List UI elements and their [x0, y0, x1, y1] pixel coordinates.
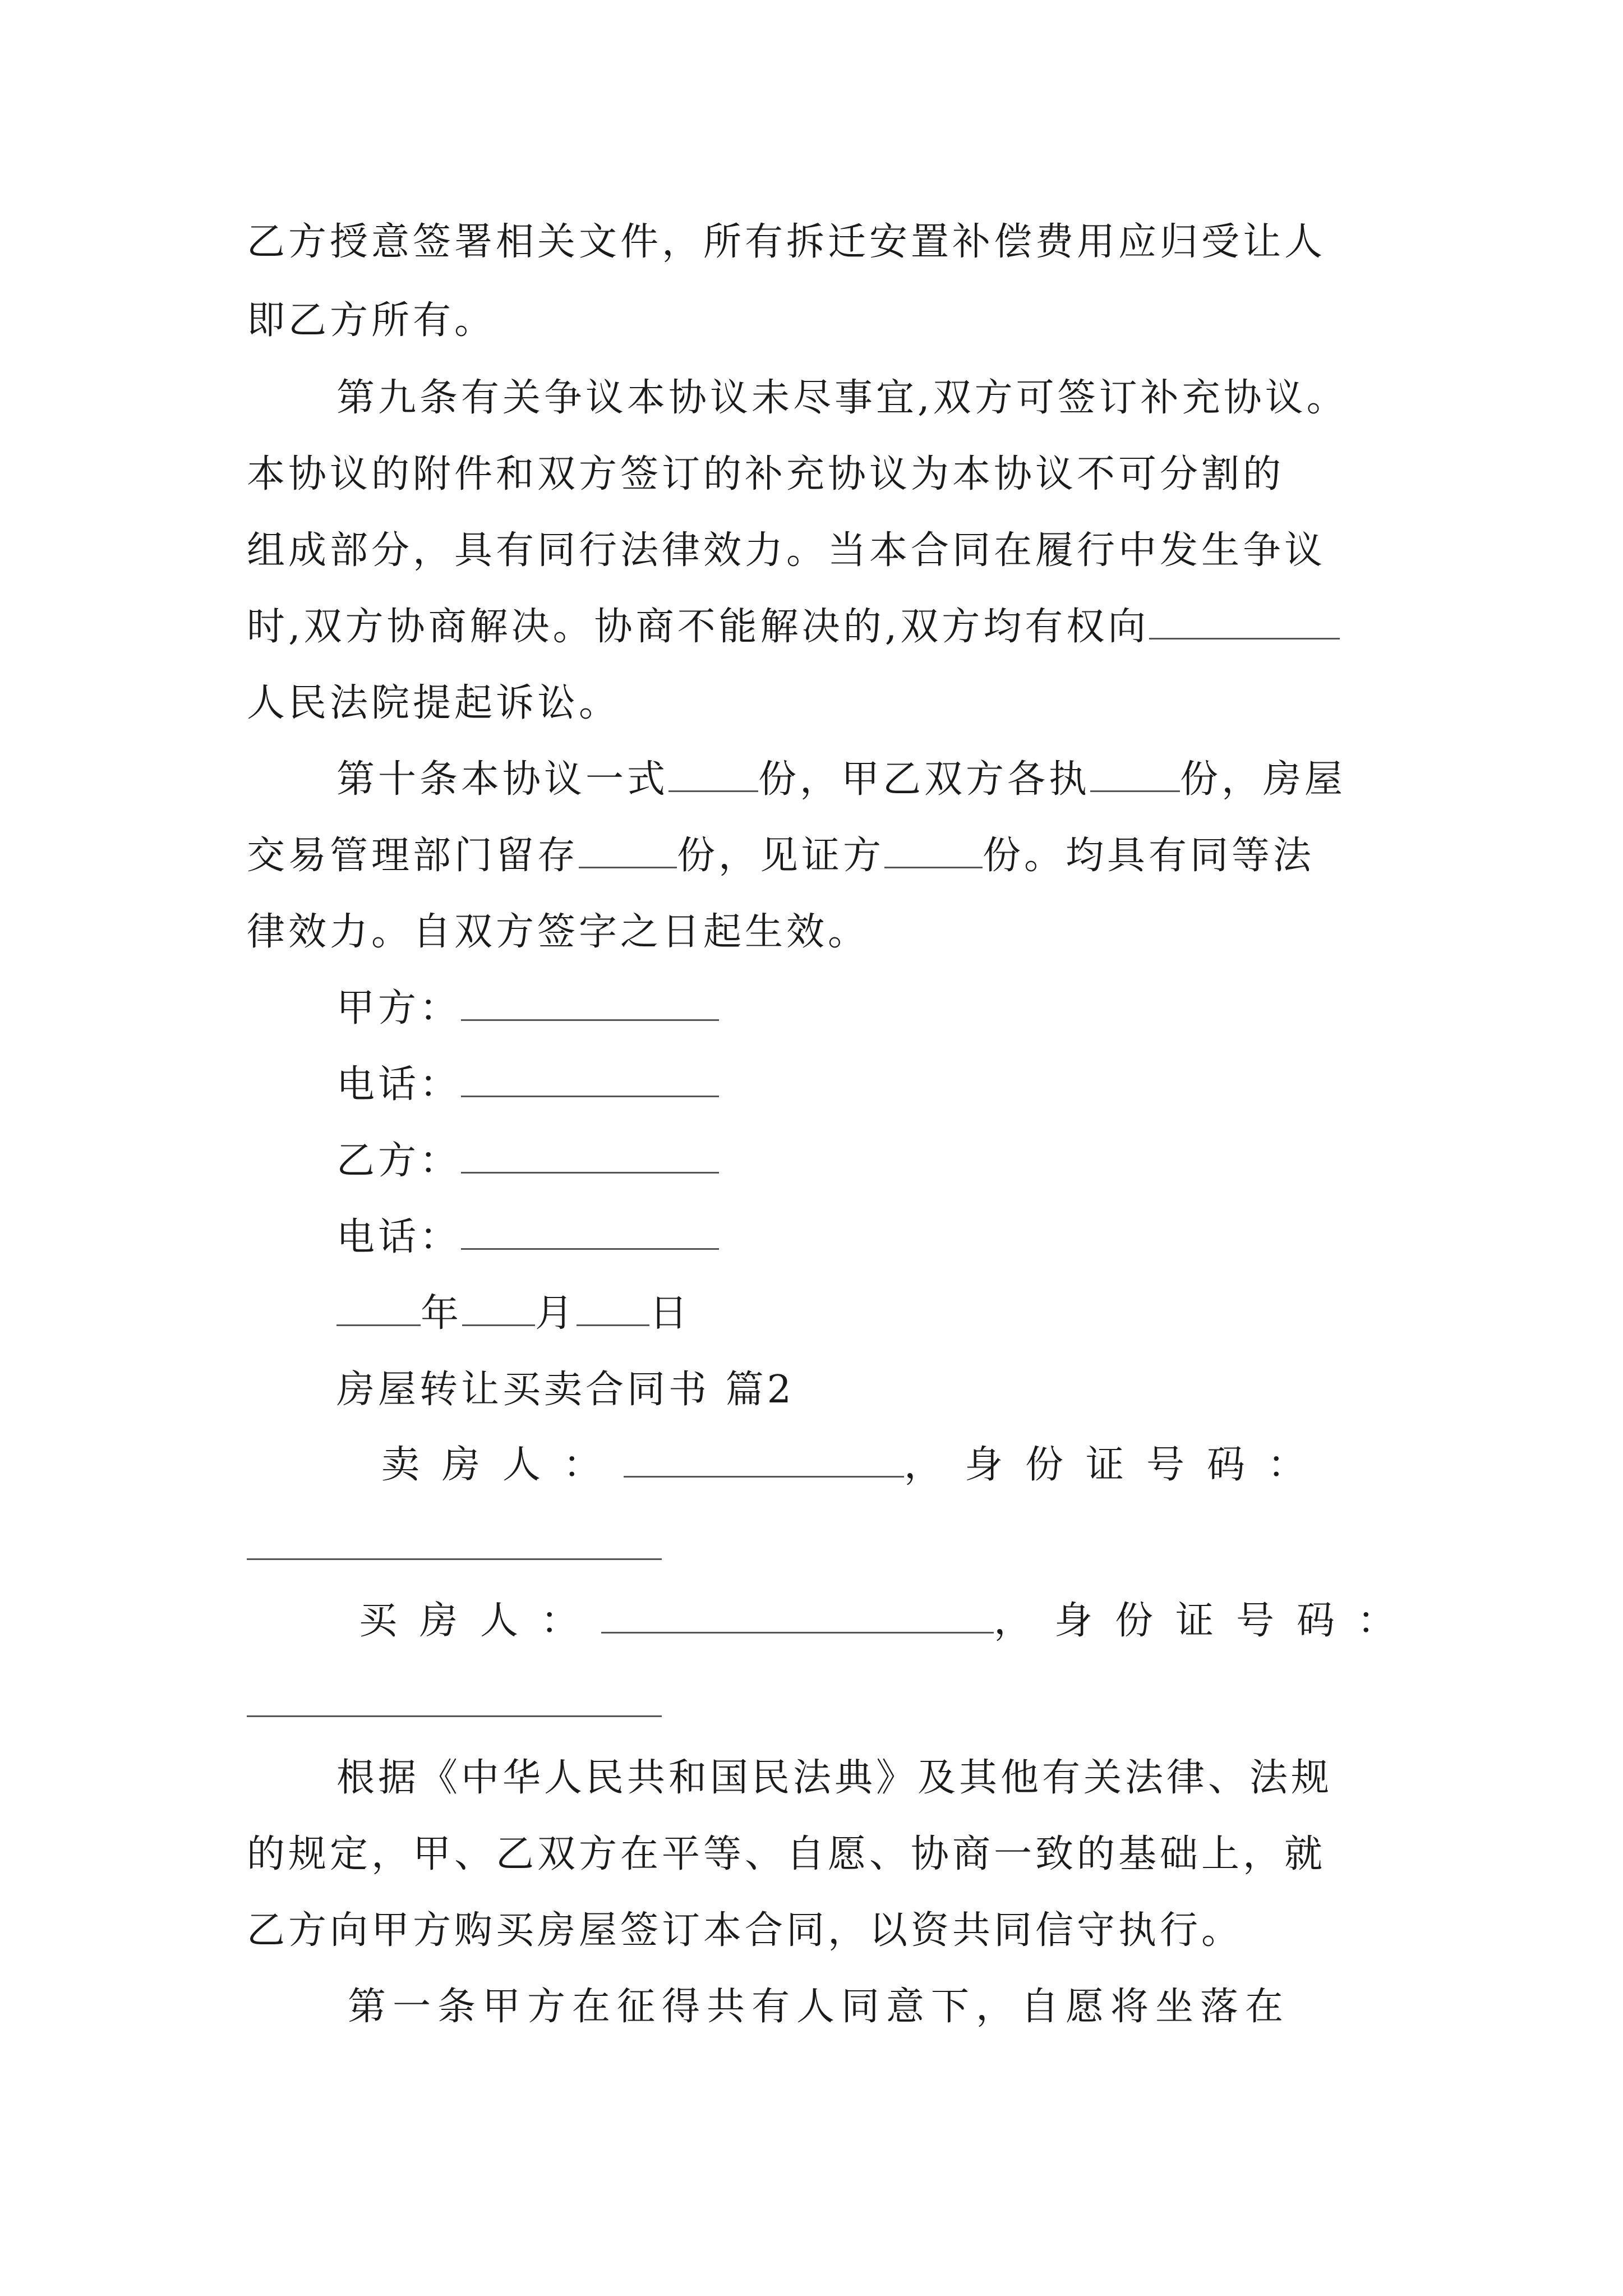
copies-total-blank	[668, 756, 758, 792]
date-line	[336, 1286, 691, 1342]
month-blank	[462, 1290, 535, 1326]
text-line: 根据《中华人民共和国民法典》及其他有关法律、法规	[336, 1756, 1333, 1800]
seller-id-label: 身份证号码：	[965, 1443, 1329, 1487]
copies-each-blank	[1090, 756, 1180, 792]
section-heading: 房屋转让买卖合同书 篇2	[336, 1368, 795, 1412]
phone-a-line	[336, 1057, 719, 1113]
copies-registry-blank	[579, 832, 677, 868]
text-line: 本协议的附件和双方签订的补充协议为本协议不可分割的	[247, 452, 1285, 496]
text-line: 即乙方所有。	[247, 298, 496, 343]
text-segment: 份，见证方	[677, 834, 885, 878]
seller-label: 卖房人：	[381, 1443, 624, 1487]
year-blank	[336, 1290, 421, 1326]
text-line: 人民法院提起诉讼。	[247, 681, 621, 725]
buyer-line	[359, 1593, 1418, 1649]
phone-b-line	[336, 1209, 719, 1266]
text-line	[247, 828, 1315, 884]
text-segment: 交易管理部门留存	[247, 834, 579, 878]
party-b-label: 乙方：	[336, 1139, 462, 1183]
party-b-blank	[461, 1137, 719, 1174]
phone-b-label: 电话：	[336, 1215, 462, 1259]
phone-a-label: 电话：	[336, 1062, 462, 1107]
party-a-blank	[461, 984, 719, 1021]
buyer-sep: ，	[994, 1599, 1055, 1643]
text-line: 第九条有关争议本协议未尽事宜,双方可签订补充协议。	[336, 376, 1348, 420]
copies-witness-blank	[884, 832, 983, 868]
seller-name-blank	[624, 1441, 904, 1478]
party-b-line	[336, 1133, 719, 1189]
text-line: 律效力。自双方签字之日起生效。	[247, 910, 870, 954]
text-line: 组成部分，具有同行法律效力。当本合同在履行中发生争议	[247, 528, 1326, 573]
text-line: 乙方向甲方购买房屋签订本合同，以资共同信守执行。	[247, 1908, 1243, 1953]
party-a-line	[336, 981, 719, 1037]
buyer-id-blank	[247, 1715, 662, 1717]
buyer-name-blank	[601, 1597, 994, 1634]
text-segment: 份。均具有同等法	[983, 834, 1315, 878]
text-line: 乙方授意签署相关文件，所有拆迁安置补偿费用应归受让人	[247, 220, 1326, 264]
month-label: 月	[535, 1291, 577, 1336]
seller-line	[381, 1437, 1328, 1493]
text-segment: 时,双方协商解决。协商不能解决的,双方均有权向	[247, 605, 1150, 649]
text-line	[336, 752, 1346, 808]
seller-sep: ，	[904, 1443, 965, 1487]
text-line: 的规定，甲、乙双方在平等、自愿、协商一致的基础上，就	[247, 1832, 1326, 1876]
phone-a-blank	[461, 1061, 719, 1097]
buyer-label: 买房人：	[359, 1599, 602, 1643]
court-name-blank	[1149, 603, 1340, 639]
text-line	[247, 599, 1340, 655]
text-segment: 份，房屋	[1180, 757, 1347, 802]
party-a-label: 甲方：	[336, 986, 462, 1030]
text-segment: 份，甲乙双方各执	[758, 757, 1091, 802]
text-line: 第一条甲方在征得共有人同意下，自愿将坐落在	[348, 1985, 1290, 2029]
text-segment: 第十条本协议一式	[336, 757, 669, 802]
seller-id-blank	[247, 1558, 662, 1560]
day-blank	[577, 1290, 649, 1326]
buyer-id-label: 身份证号码：	[1054, 1599, 1418, 1643]
year-label: 年	[421, 1291, 463, 1336]
phone-b-blank	[461, 1213, 719, 1250]
day-label: 日	[649, 1291, 691, 1336]
